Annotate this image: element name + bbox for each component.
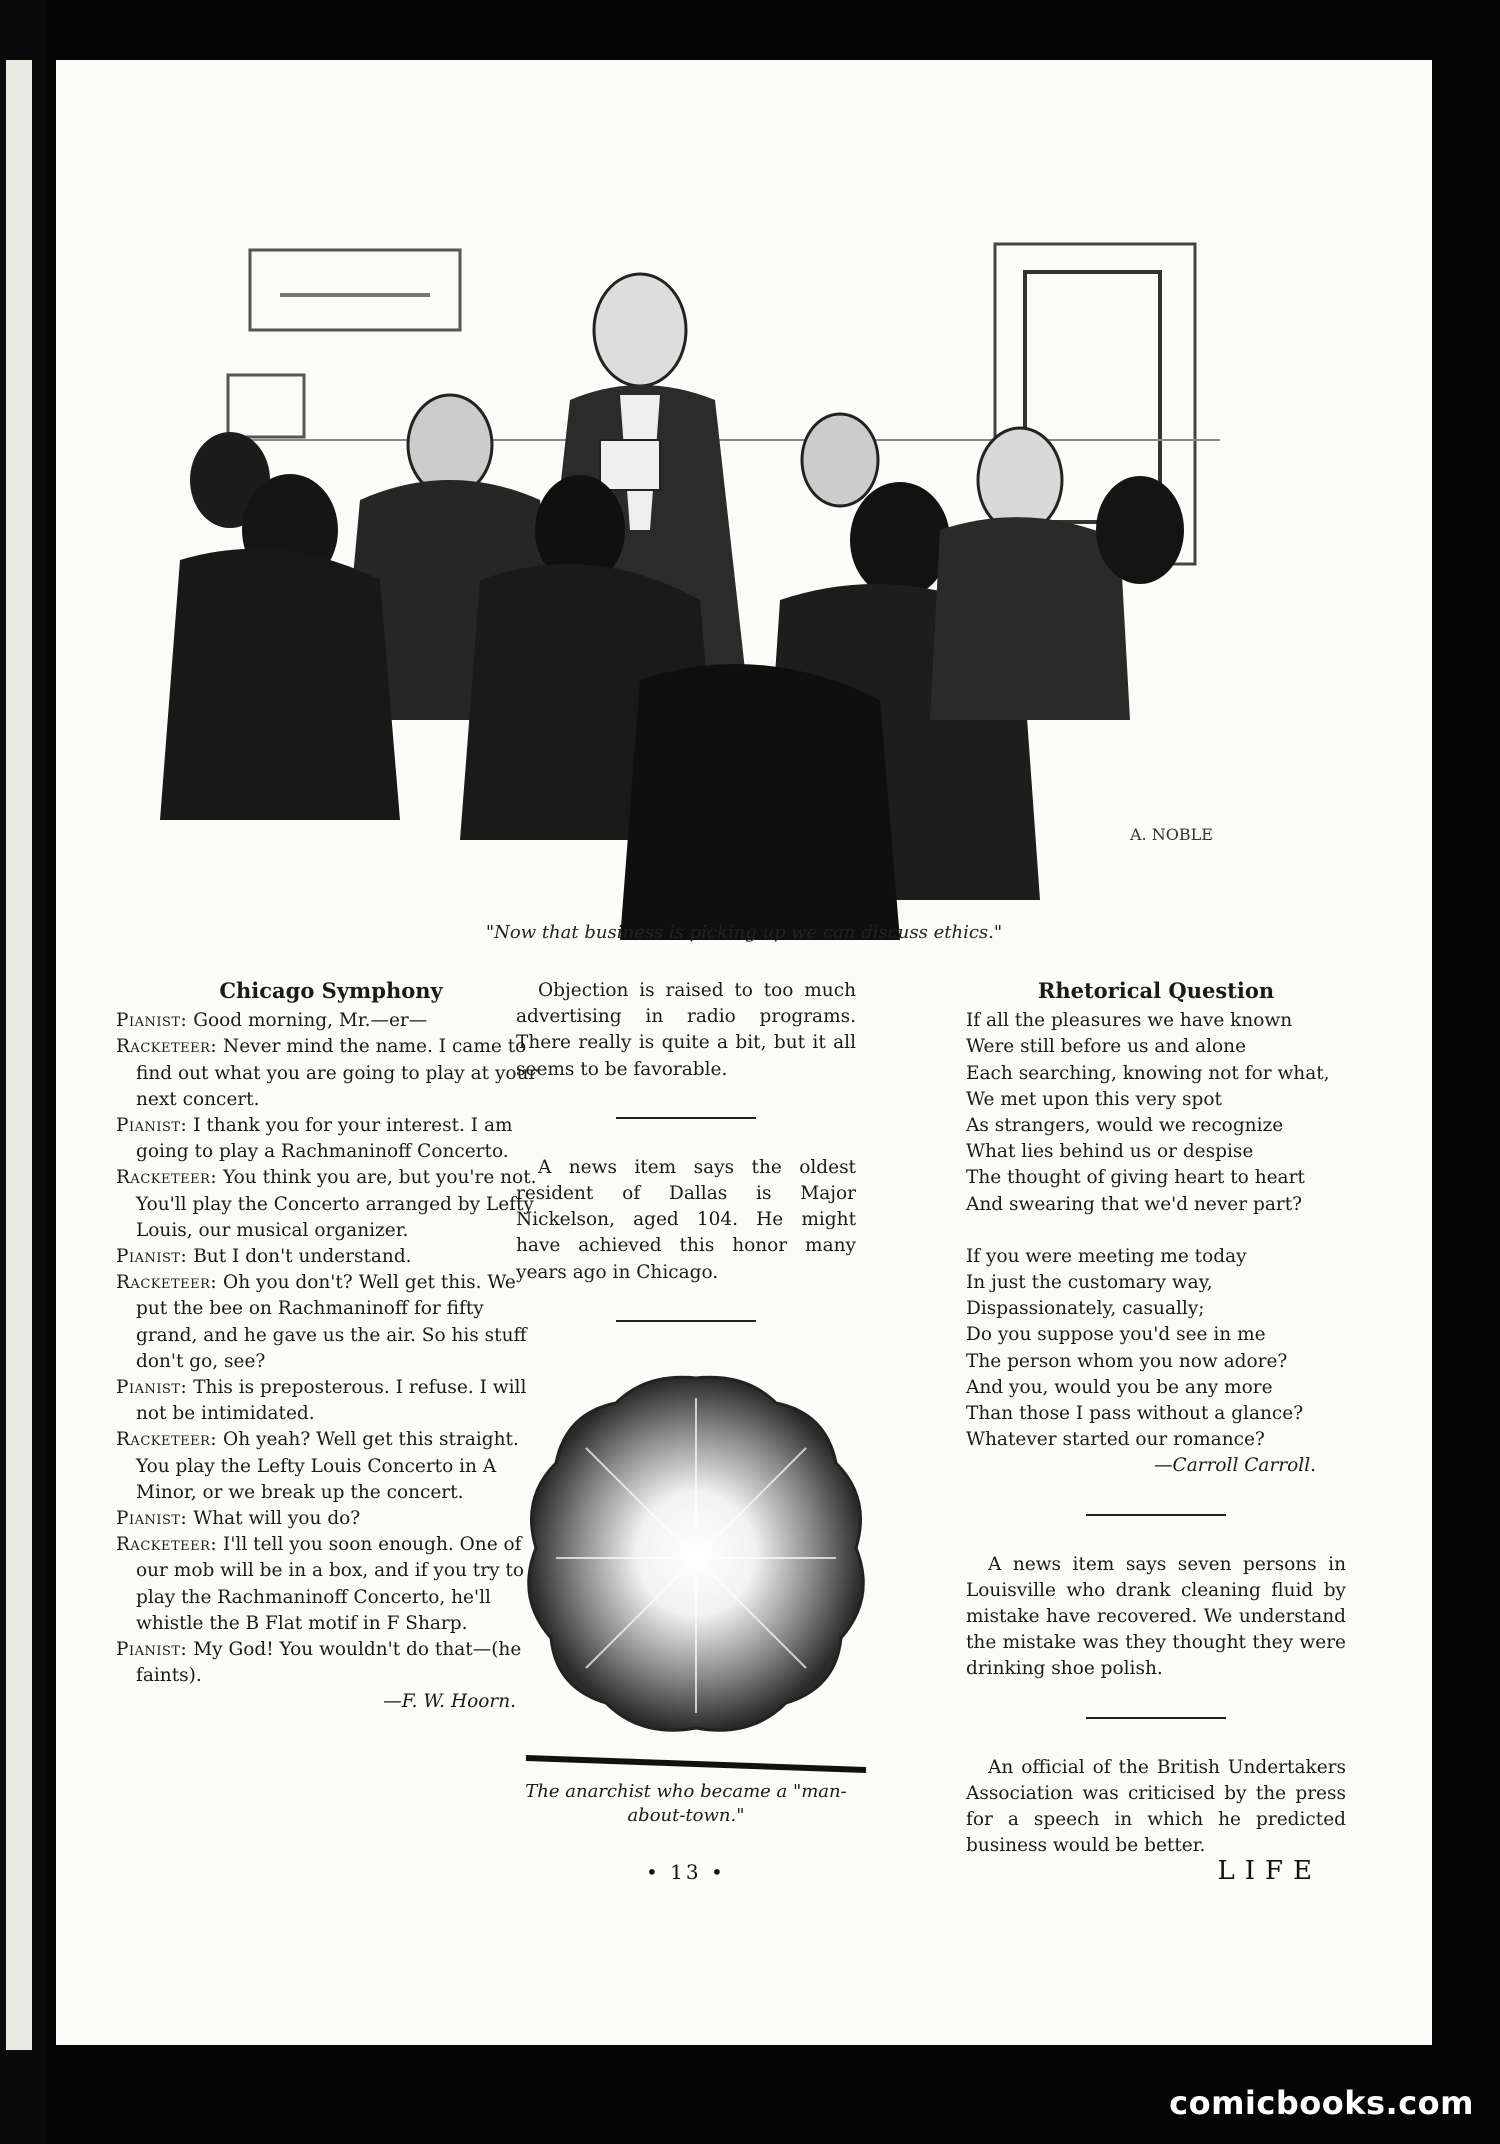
poem-line: Whatever started our romance? <box>966 1429 1265 1451</box>
dialogue-line: Racketeer: Never mind the name. I came to find out what you are going to play at your next concert. <box>116 1036 538 1110</box>
main-cartoon-illustration <box>140 200 1230 960</box>
dialogue-line: Racketeer: Oh yeah? Well get this straight. You play the Lefty Louis Concerto in A Minor, or we break up the concert. <box>116 1429 519 1503</box>
anarchist-cartoon-caption: The anarchist who became a "man-about-town." <box>525 1780 847 1826</box>
paragraph-louisville: A news item says seven persons in Louisville who drank cleaning fluid by mistake have recovered. We understand the mistake was they thought they were drinking shoe polish. <box>966 1553 1346 1680</box>
divider-rule <box>616 1117 756 1119</box>
dialogue-line: Pianist: My God! You wouldn't do that—(he faints). <box>116 1639 522 1687</box>
main-cartoon-caption: "Now that business is picking up we can discuss ethics." <box>485 922 1003 943</box>
divider-rule <box>1086 1717 1226 1719</box>
poem-line: The thought of giving heart to heart <box>966 1167 1305 1189</box>
anarchist-cartoon-illustration <box>516 1358 876 1778</box>
paragraph-dallas-resident: A news item says the oldest resident of Dallas is Major Nickelson, aged 104. He might have achieved this honor many years ago in Chicago. <box>516 1156 856 1283</box>
dialogue-line: Pianist: What will you do? <box>116 1508 361 1530</box>
dialogue-line: Pianist: This is preposterous. I refuse. I will not be intimidated. <box>116 1377 527 1425</box>
dialogue-line: Pianist: I thank you for your interest. I am going to play a Rachmaninoff Concerto. <box>116 1115 513 1163</box>
poem-byline: —Carroll Carroll. <box>1154 1455 1316 1477</box>
poem-line: And swearing that we'd never part? <box>966 1193 1303 1215</box>
site-watermark: comicbooks.com <box>1169 2084 1474 2122</box>
svg-text:A. NOBLE: A. NOBLE <box>1130 825 1213 844</box>
previous-page-edge <box>6 60 32 2050</box>
dialogue-line: Pianist: Good morning, Mr.—er— <box>116 1010 428 1032</box>
poem-line: Were still before us and alone <box>966 1036 1247 1058</box>
poem-line: In just the customary way, <box>966 1272 1213 1294</box>
page-number: • 13 • <box>646 1860 726 1884</box>
poem-title: Rhetorical Question <box>1037 978 1275 1003</box>
poem-line: If you were meeting me today <box>966 1245 1247 1267</box>
column-middle <box>516 978 856 1828</box>
column-rhetorical-question <box>966 978 1346 1859</box>
divider-rule <box>616 1320 756 1322</box>
poem-line: If all the pleasures we have known <box>966 1010 1293 1032</box>
paragraph-radio-advertising: Objection is raised to too much advertising in radio programs. There really is quite a bit, but it all seems to be favorable. <box>516 980 856 1080</box>
dialogue-line: Pianist: But I don't understand. <box>116 1246 412 1268</box>
poem-line: Than those I pass without a glance? <box>966 1403 1304 1425</box>
poem-line: The person whom you now adore? <box>966 1350 1288 1372</box>
dialogue-line: Racketeer: I'll tell you soon enough. One of our mob will be in a box, and if you try to play the Rachmaninoff Concerto, he'll whistle the B Flat motif in F Sharp. <box>116 1534 524 1634</box>
column-chicago-symphony <box>116 978 546 1716</box>
author-byline: —F. W. Hoorn. <box>383 1691 516 1713</box>
poem-line: Dispassionately, casually; <box>966 1298 1205 1320</box>
poem-line: Each searching, knowing not for what, <box>966 1062 1330 1084</box>
divider-rule <box>1086 1514 1226 1516</box>
poem-stanza-2 <box>966 1244 1346 1454</box>
article-title: Chicago Symphony <box>219 978 443 1003</box>
poem-stanza-1 <box>966 1008 1346 1218</box>
paragraph-undertakers: An official of the British Undertakers Association was criticised by the press for a speech in which he predicted business would be better. <box>966 1756 1346 1857</box>
dialogue-line: Racketeer: Oh you don't? Well get this. We put the bee on Rachmaninoff for fifty grand, and he gave us the air. So his stuff don't go, see? <box>116 1272 527 1372</box>
poem-line: As strangers, would we recognize <box>966 1115 1284 1137</box>
poem-line: What lies behind us or despise <box>966 1141 1254 1163</box>
magazine-masthead: LIFE <box>1217 1856 1322 1886</box>
poem-line: And you, would you be any more <box>966 1376 1273 1398</box>
poem-line: We met upon this very spot <box>966 1088 1222 1110</box>
dialogue-line: Racketeer: You think you are, but you're not. You'll play the Concerto arranged by Lefty Louis, our musical organizer. <box>116 1167 537 1241</box>
poem-line: Do you suppose you'd see in me <box>966 1324 1266 1346</box>
magazine-page <box>56 60 1432 2045</box>
